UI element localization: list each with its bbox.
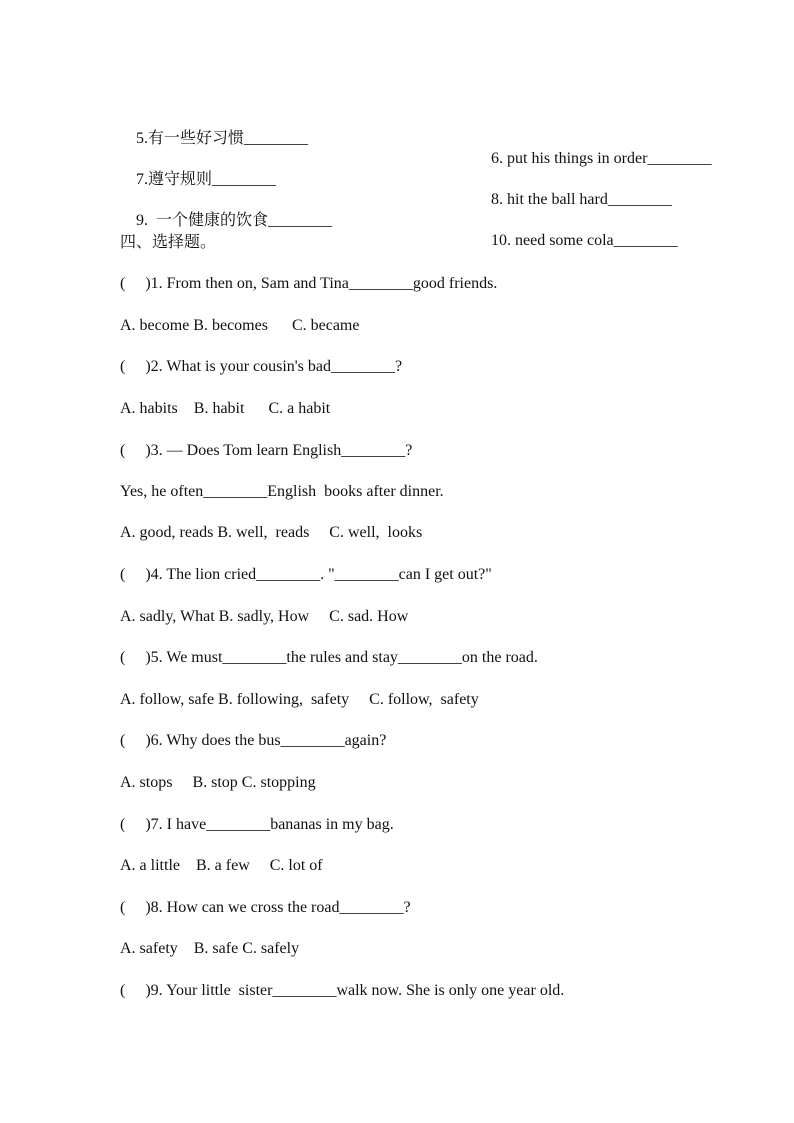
question-6-options: A. stops B. stop C. stopping — [120, 774, 316, 791]
vocab-item-8: 8. hit the ball hard________ — [491, 191, 672, 208]
vocab-item-5: 5.有一些好习惯________ — [136, 130, 309, 147]
vocab-item-10: 10. need some cola________ — [491, 232, 678, 249]
question-3-stem: ( )3. — Does Tom learn English________? — [120, 442, 413, 459]
question-2-options: A. habits B. habit C. a habit — [120, 400, 331, 417]
vocab-item-9: 9. 一个健康的饮食________ — [136, 212, 333, 229]
question-5-stem: ( )5. We must________the rules and stay________on the road. — [120, 649, 538, 666]
question-8-stem: ( )8. How can we cross the road________? — [120, 899, 411, 916]
question-7-stem: ( )7. I have________bananas in my bag. — [120, 816, 394, 833]
vocab-item-7: 7.遵守规则________ — [136, 171, 277, 188]
question-5-options: A. follow, safe B. following, safety C. follow, safety — [120, 691, 479, 708]
question-3-reply: Yes, he often________English books after dinner. — [120, 483, 444, 500]
question-4-options: A. sadly, What B. sadly, How C. sad. How — [120, 608, 409, 625]
question-2-stem: ( )2. What is your cousin's bad________? — [120, 358, 403, 375]
question-8-options: A. safety B. safe C. safely — [120, 940, 300, 957]
question-1-stem: ( )1. From then on, Sam and Tina________good friends. — [120, 275, 498, 292]
question-1-options: A. become B. becomes C. became — [120, 317, 360, 334]
question-4-stem: ( )4. The lion cried________. "________can I get out?" — [120, 566, 492, 583]
section-title: 四、选择题。 — [120, 234, 217, 251]
question-7-options: A. a little B. a few C. lot of — [120, 857, 323, 874]
vocab-row-1 — [120, 109, 712, 167]
question-6-stem: ( )6. Why does the bus________again? — [120, 732, 387, 749]
vocab-item-6: 6. put his things in order________ — [491, 150, 712, 167]
question-9-stem: ( )9. Your little sister________walk now. She is only one year old. — [120, 982, 565, 999]
question-3-options: A. good, reads B. well, reads C. well, looks — [120, 524, 423, 541]
